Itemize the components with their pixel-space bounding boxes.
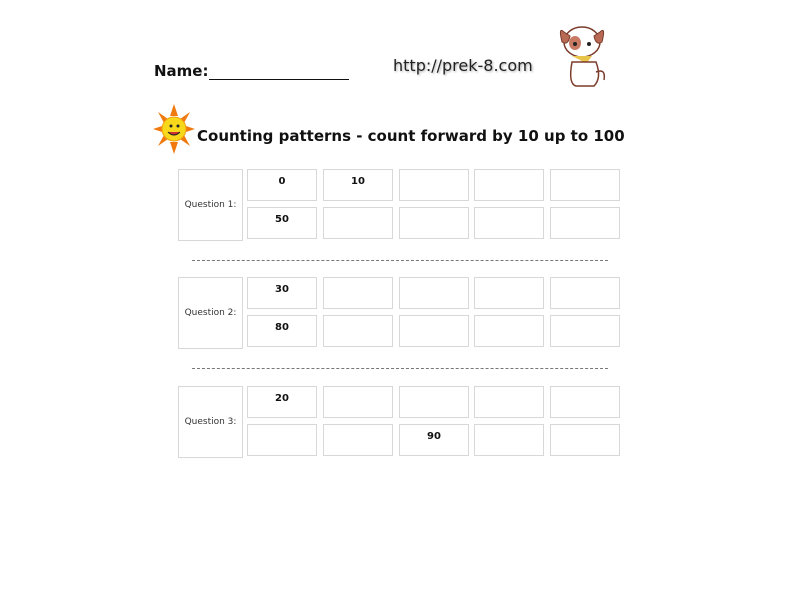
answer-cell[interactable] bbox=[474, 207, 544, 239]
answer-cell[interactable] bbox=[323, 315, 393, 347]
given-number-cell: 30 bbox=[247, 277, 317, 309]
answer-cell[interactable] bbox=[550, 207, 620, 239]
answer-cell[interactable] bbox=[399, 386, 469, 418]
name-label: Name: bbox=[154, 62, 209, 80]
answer-cell[interactable] bbox=[550, 386, 620, 418]
answer-cell[interactable] bbox=[474, 277, 544, 309]
given-number-cell: 10 bbox=[323, 169, 393, 201]
given-number-cell: 90 bbox=[399, 424, 469, 456]
question-label: Question 3: bbox=[178, 386, 243, 458]
answer-cell[interactable] bbox=[550, 169, 620, 201]
name-field[interactable] bbox=[154, 62, 349, 80]
dashed-divider bbox=[192, 260, 608, 261]
answer-cell[interactable] bbox=[399, 315, 469, 347]
answer-cell[interactable] bbox=[474, 386, 544, 418]
given-number-cell: 50 bbox=[247, 207, 317, 239]
given-number-cell: 0 bbox=[247, 169, 317, 201]
site-url: http://prek-8.com bbox=[393, 56, 533, 75]
answer-cell[interactable] bbox=[550, 277, 620, 309]
question-label: Question 2: bbox=[178, 277, 243, 349]
answer-cell[interactable] bbox=[399, 277, 469, 309]
answer-cell[interactable] bbox=[550, 315, 620, 347]
answer-cell[interactable] bbox=[399, 169, 469, 201]
worksheet-title: Counting patterns - count forward by 10 up to 100 bbox=[197, 127, 625, 145]
given-number-cell: 20 bbox=[247, 386, 317, 418]
answer-cell[interactable] bbox=[474, 169, 544, 201]
answer-cell[interactable] bbox=[323, 386, 393, 418]
dashed-divider bbox=[192, 368, 608, 369]
answer-cell[interactable] bbox=[323, 207, 393, 239]
given-number-cell: 80 bbox=[247, 315, 317, 347]
question-label: Question 1: bbox=[178, 169, 243, 241]
name-blank-line[interactable] bbox=[209, 65, 349, 80]
answer-cell[interactable] bbox=[323, 424, 393, 456]
answer-cell[interactable] bbox=[474, 424, 544, 456]
answer-cell[interactable] bbox=[247, 424, 317, 456]
puppy-icon bbox=[556, 22, 608, 90]
sun-icon bbox=[153, 104, 195, 154]
answer-cell[interactable] bbox=[550, 424, 620, 456]
answer-cell[interactable] bbox=[323, 277, 393, 309]
answer-cell[interactable] bbox=[399, 207, 469, 239]
answer-cell[interactable] bbox=[474, 315, 544, 347]
